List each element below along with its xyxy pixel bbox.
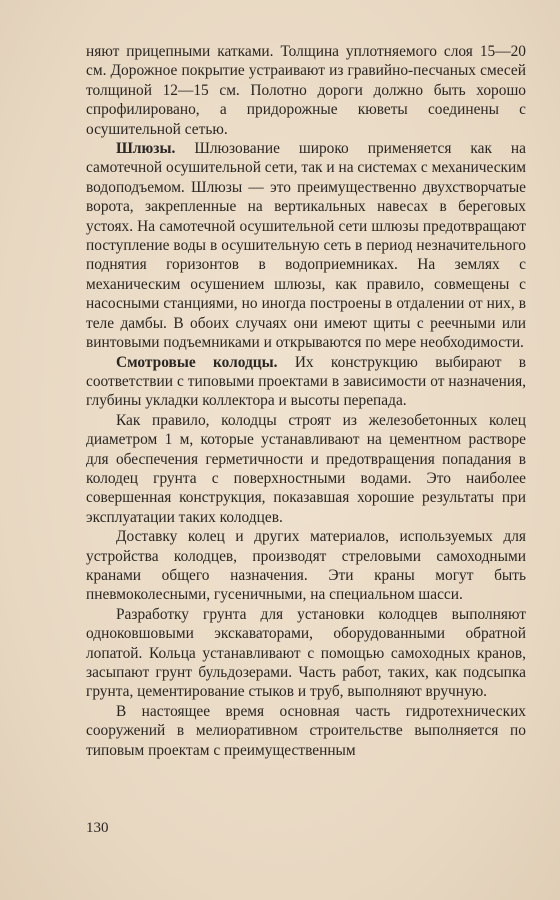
- paragraph-5: [86, 527, 526, 605]
- paragraph-7: [86, 702, 526, 760]
- paragraph-locks-heading: Шлюзы.: [116, 140, 176, 158]
- paragraph-locks-text: Шлюзование широко применяется как на самотечной осушительной сети, так и на системах с механическим водоподъемом. Шлюзы — это преимущественно двухстворчатые ворота, закрепленные на вертикальных навесах в береговых устоях. На самотечной осушительной сети шлюзы предотвращают поступление воды в осушительную сеть в период незначительного поднятия горизонтов в водоприемниках. На землях с механическим осушением шлюзы, как правило, совмещены с насосными станциями, но иногда построены в отдалении от них, в теле дамбы. В обоих случаях они имеют щиты с реечными или винтовыми подъемниками и открываются по мере необходимости.: [86, 140, 526, 352]
- paragraph-6-text: Разработку грунта для установки колодцев выполняют одноковшовыми экскаваторами, оборудованными обратной лопатой. Кольца устанавливают с помощью самоходных кранов, засыпают грунт бульдозерами. Часть работ, таких, как подсыпка грунта, цементирование стыков и труб, выполняют вручную.: [86, 605, 526, 701]
- paragraph-4-text: Как правило, колодцы строят из железобетонных колец диаметром 1 м, которые устанавливают на цементном растворе для обеспечения герметичности и предотвращения попадания в колодец грунта с поверхностными водами. Это наиболее совершенная конструкция, показавшая хорошие результаты при эксплуатации таких колодцев.: [86, 411, 526, 526]
- paragraph-wells-text: Их конструкцию выбирают в соответствии с типовыми проектами в зависимости от назначения, глубины укладки коллектора и высоты перепада.: [86, 353, 527, 410]
- paragraph-1: [86, 42, 526, 139]
- paragraph-locks: [86, 139, 526, 352]
- paragraph-4: [86, 411, 526, 527]
- paragraph-6: [86, 605, 526, 702]
- paragraph-wells: [86, 353, 526, 411]
- paragraph-1-text: няют прицепными катками. Толщина уплотняемого слоя 15—20 см. Дорожное покрытие устраивают из гравийно-песчаных смесей толщиной 12—15 см. Полотно дороги должно быть хорошо спрофилировано, а придорожные кюветы соединены с осушительной сетью.: [86, 43, 526, 138]
- paragraph-wells-heading: Смотровые колодцы.: [116, 353, 278, 371]
- paragraph-7-text: В настоящее время основная часть гидротехнических сооружений в мелиоративном строительстве выполняется по типовым проектам с преимущественным: [86, 702, 526, 759]
- paragraph-5-text: Доставку колец и других материалов, используемых для устройства колодцев, производят стреловыми самоходными кранами общего назначения. Эти краны могут быть пневмоколесными, гусеничными, на специальном шасси.: [86, 528, 526, 604]
- page-number: 130: [86, 820, 109, 836]
- body-text: [86, 42, 526, 760]
